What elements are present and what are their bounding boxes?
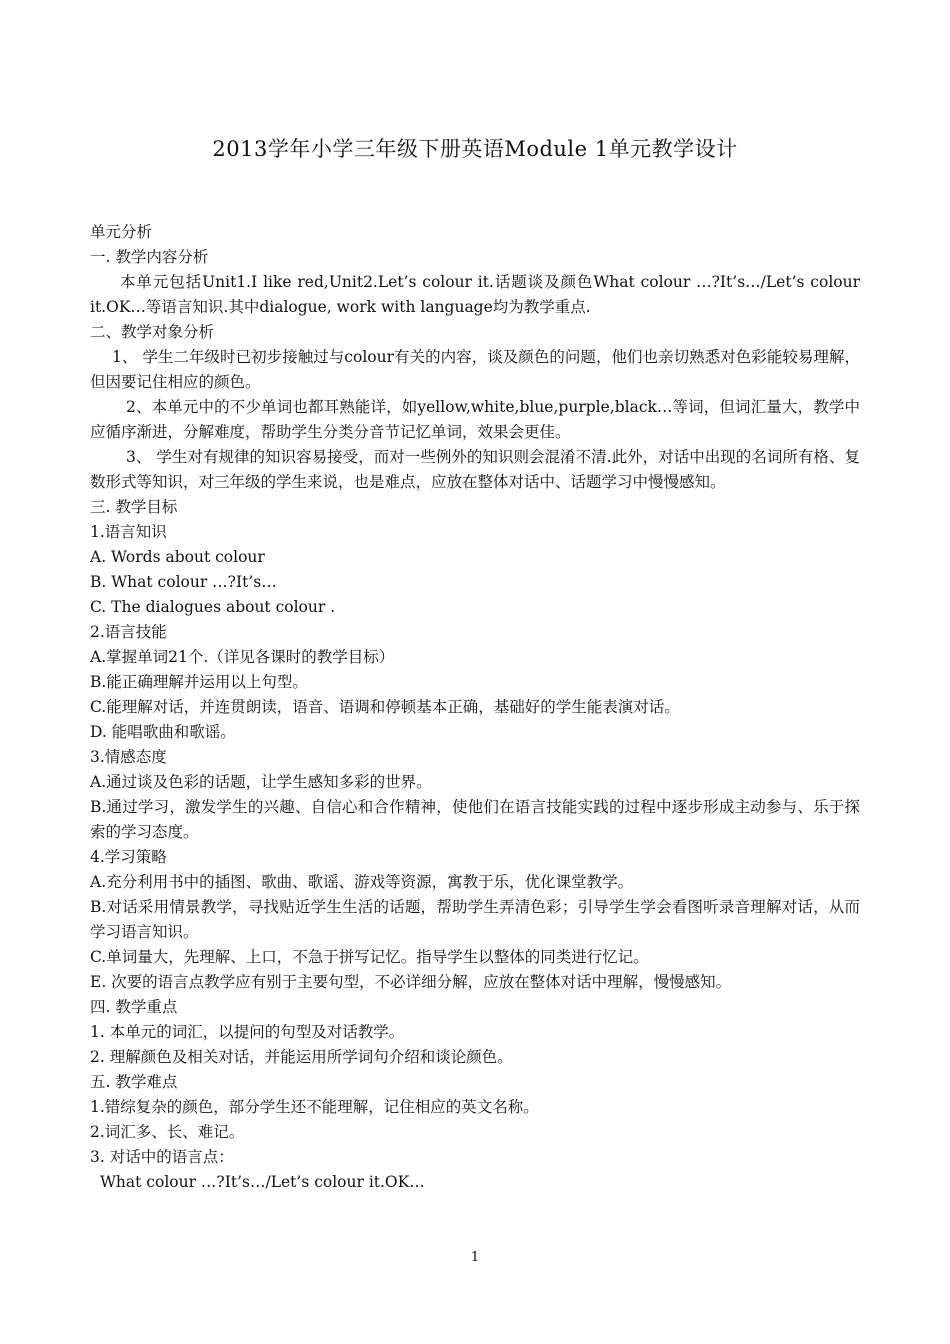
goal-item: A.掌握单词21个.（详见各课时的教学目标）	[90, 648, 395, 666]
key-point-item: 1. 本单元的词汇，以提问的句型及对话教学。	[90, 1023, 405, 1041]
document-body	[90, 220, 860, 1195]
difficulty-item: 1.错综复杂的颜色，部分学生还不能理解，记住相应的英文名称。	[90, 1098, 539, 1116]
difficulty-item: 3. 对话中的语言点：	[90, 1148, 234, 1166]
goal-item: B.对话采用情景教学，寻找贴近学生生活的话题，帮助学生弄清色彩；引导学生学会看图听录音理解对话，从而学习语言知识。	[90, 898, 860, 941]
page-number: 1	[470, 1250, 480, 1265]
goal-item: B.通过学习，激发学生的兴趣、自信心和合作精神，使他们在语言技能实践的过程中逐步形成主动参与、乐于探索的学习态度。	[90, 798, 860, 841]
goal-item: B. What colour …?It’s…	[90, 573, 277, 591]
paragraph-content-analysis: 本单元包括Unit1.I like red,Unit2.Let’s colour it.话题谈及颜色What colour …?It’s…/Let’s colour it.OK…等语言知识.其中dialogue, work with language均为教学重点.	[90, 273, 860, 316]
goal-item: E. 次要的语言点教学应有别于主要句型，不必详细分解，应放在整体对话中理解，慢慢感知。	[90, 973, 732, 991]
goal-item: C.单词量大，先理解、上口，不急于拼写记忆。指导学生以整体的同类进行忆记。	[90, 948, 649, 966]
paragraph-student-analysis-2: 2、本单元中的不少单词也都耳熟能详，如yellow,white,blue,purple,black…等词，但词汇量大，教学中应循序渐进，分解难度，帮助学生分类分音节记忆单词，效果会更佳。	[90, 398, 860, 441]
goal-item: C. The dialogues about colour .	[90, 598, 336, 616]
section-heading-student-analysis: 二、教学对象分析	[90, 323, 215, 341]
goal-item: A. Words about colour	[90, 548, 265, 566]
goal-item: B.能正确理解并运用以上句型。	[90, 673, 308, 691]
section-unit-analysis: 单元分析	[90, 223, 153, 241]
goal-heading-strategy: 4.学习策略	[90, 848, 167, 866]
document-title: 2013学年小学三年级下册英语Module 1单元教学设计	[212, 137, 738, 161]
section-heading-difficulties: 五. 教学难点	[90, 1073, 178, 1091]
section-heading-key-points: 四. 教学重点	[90, 998, 178, 1016]
goal-heading-language-knowledge: 1.语言知识	[90, 523, 167, 541]
section-heading-goals: 三. 教学目标	[90, 498, 178, 516]
goal-heading-attitude: 3.情感态度	[90, 748, 167, 766]
difficulty-item-detail: What colour …?It’s…/Let’s colour it.OK…	[100, 1173, 425, 1191]
paragraph-student-analysis-3: 3、 学生对有规律的知识容易接受，而对一些例外的知识则会混淆不清.此外，对话中出现的名词所有格、复数形式等知识，对三年级的学生来说，也是难点，应放在整体对话中、话题学习中慢慢感知。	[90, 448, 860, 491]
goal-item: A.充分利用书中的插图、歌曲、歌谣、游戏等资源，寓教于乐，优化课堂教学。	[90, 873, 634, 891]
goal-item: C.能理解对话，并连贯朗读，语音、语调和停顿基本正确，基础好的学生能表演对话。	[90, 698, 680, 716]
goal-item: A.通过谈及色彩的话题，让学生感知多彩的世界。	[90, 773, 432, 791]
goal-heading-language-skills: 2.语言技能	[90, 623, 167, 641]
difficulty-item: 2.词汇多、长、难记。	[90, 1123, 245, 1141]
key-point-item: 2. 理解颜色及相关对话，并能运用所学词句介绍和谈论颜色。	[90, 1048, 513, 1066]
section-heading-content-analysis: 一. 教学内容分析	[90, 248, 209, 266]
goal-item: D. 能唱歌曲和歌谣。	[90, 723, 236, 741]
paragraph-student-analysis-1: 1、 学生二年级时已初步接触过与colour有关的内容，谈及颜色的问题，他们也亲切熟悉对色彩能较易理解，但因要记住相应的颜色。	[90, 348, 860, 391]
